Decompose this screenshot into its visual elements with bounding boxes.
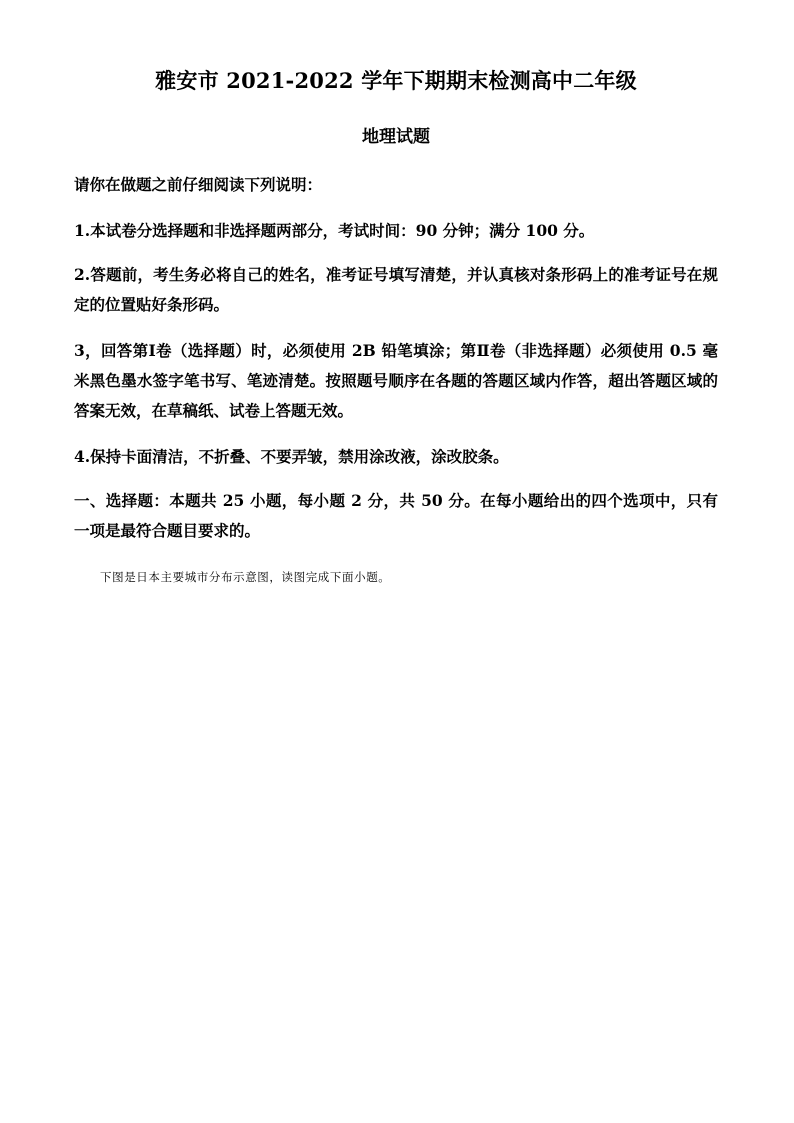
exam-title: 雅安市 2021-2022 学年下期期末检测高中二年级 [155,68,637,93]
instructions-intro: 请你在做题之前仔细阅读下列说明： [74,175,323,194]
instruction-item-3: 3，回答第Ⅰ卷（选择题）时，必须使用 2B 铅笔填涂；第Ⅱ卷（非选择题）必须使用 0.5 毫米黑色墨水签字笔书写、笔迹清楚。按照题号顺序在各题的答题区域内作答，超出答题区域的答案无效，在草稿纸、试卷上答题无效。 [74,341,718,420]
instruction-item-2: 2.答题前，考生务必将自己的姓名，准考证号填写清楚，并认真核对条形码上的准考证号在规定的位置贴好条形码。 [74,265,718,314]
instruction-item-4: 4.保持卡面清洁，不折叠、不要弄皱，禁用涂改液，涂改胶条。 [74,447,509,466]
exam-subject: 地理试题 [362,127,430,147]
question-instruction: 下图是日本主要城市分布示意图，读图完成下面小题。 [100,570,391,584]
section-heading: 一、选择题：本题共 25 小题，每小题 2 分，共 50 分。在每小题给出的四个选项中，只有一项是最符合题目要求的。 [74,491,718,540]
instruction-item-1: 1.本试卷分选择题和非选择题两部分，考试时间：90 分钟；满分 100 分。 [74,221,595,240]
